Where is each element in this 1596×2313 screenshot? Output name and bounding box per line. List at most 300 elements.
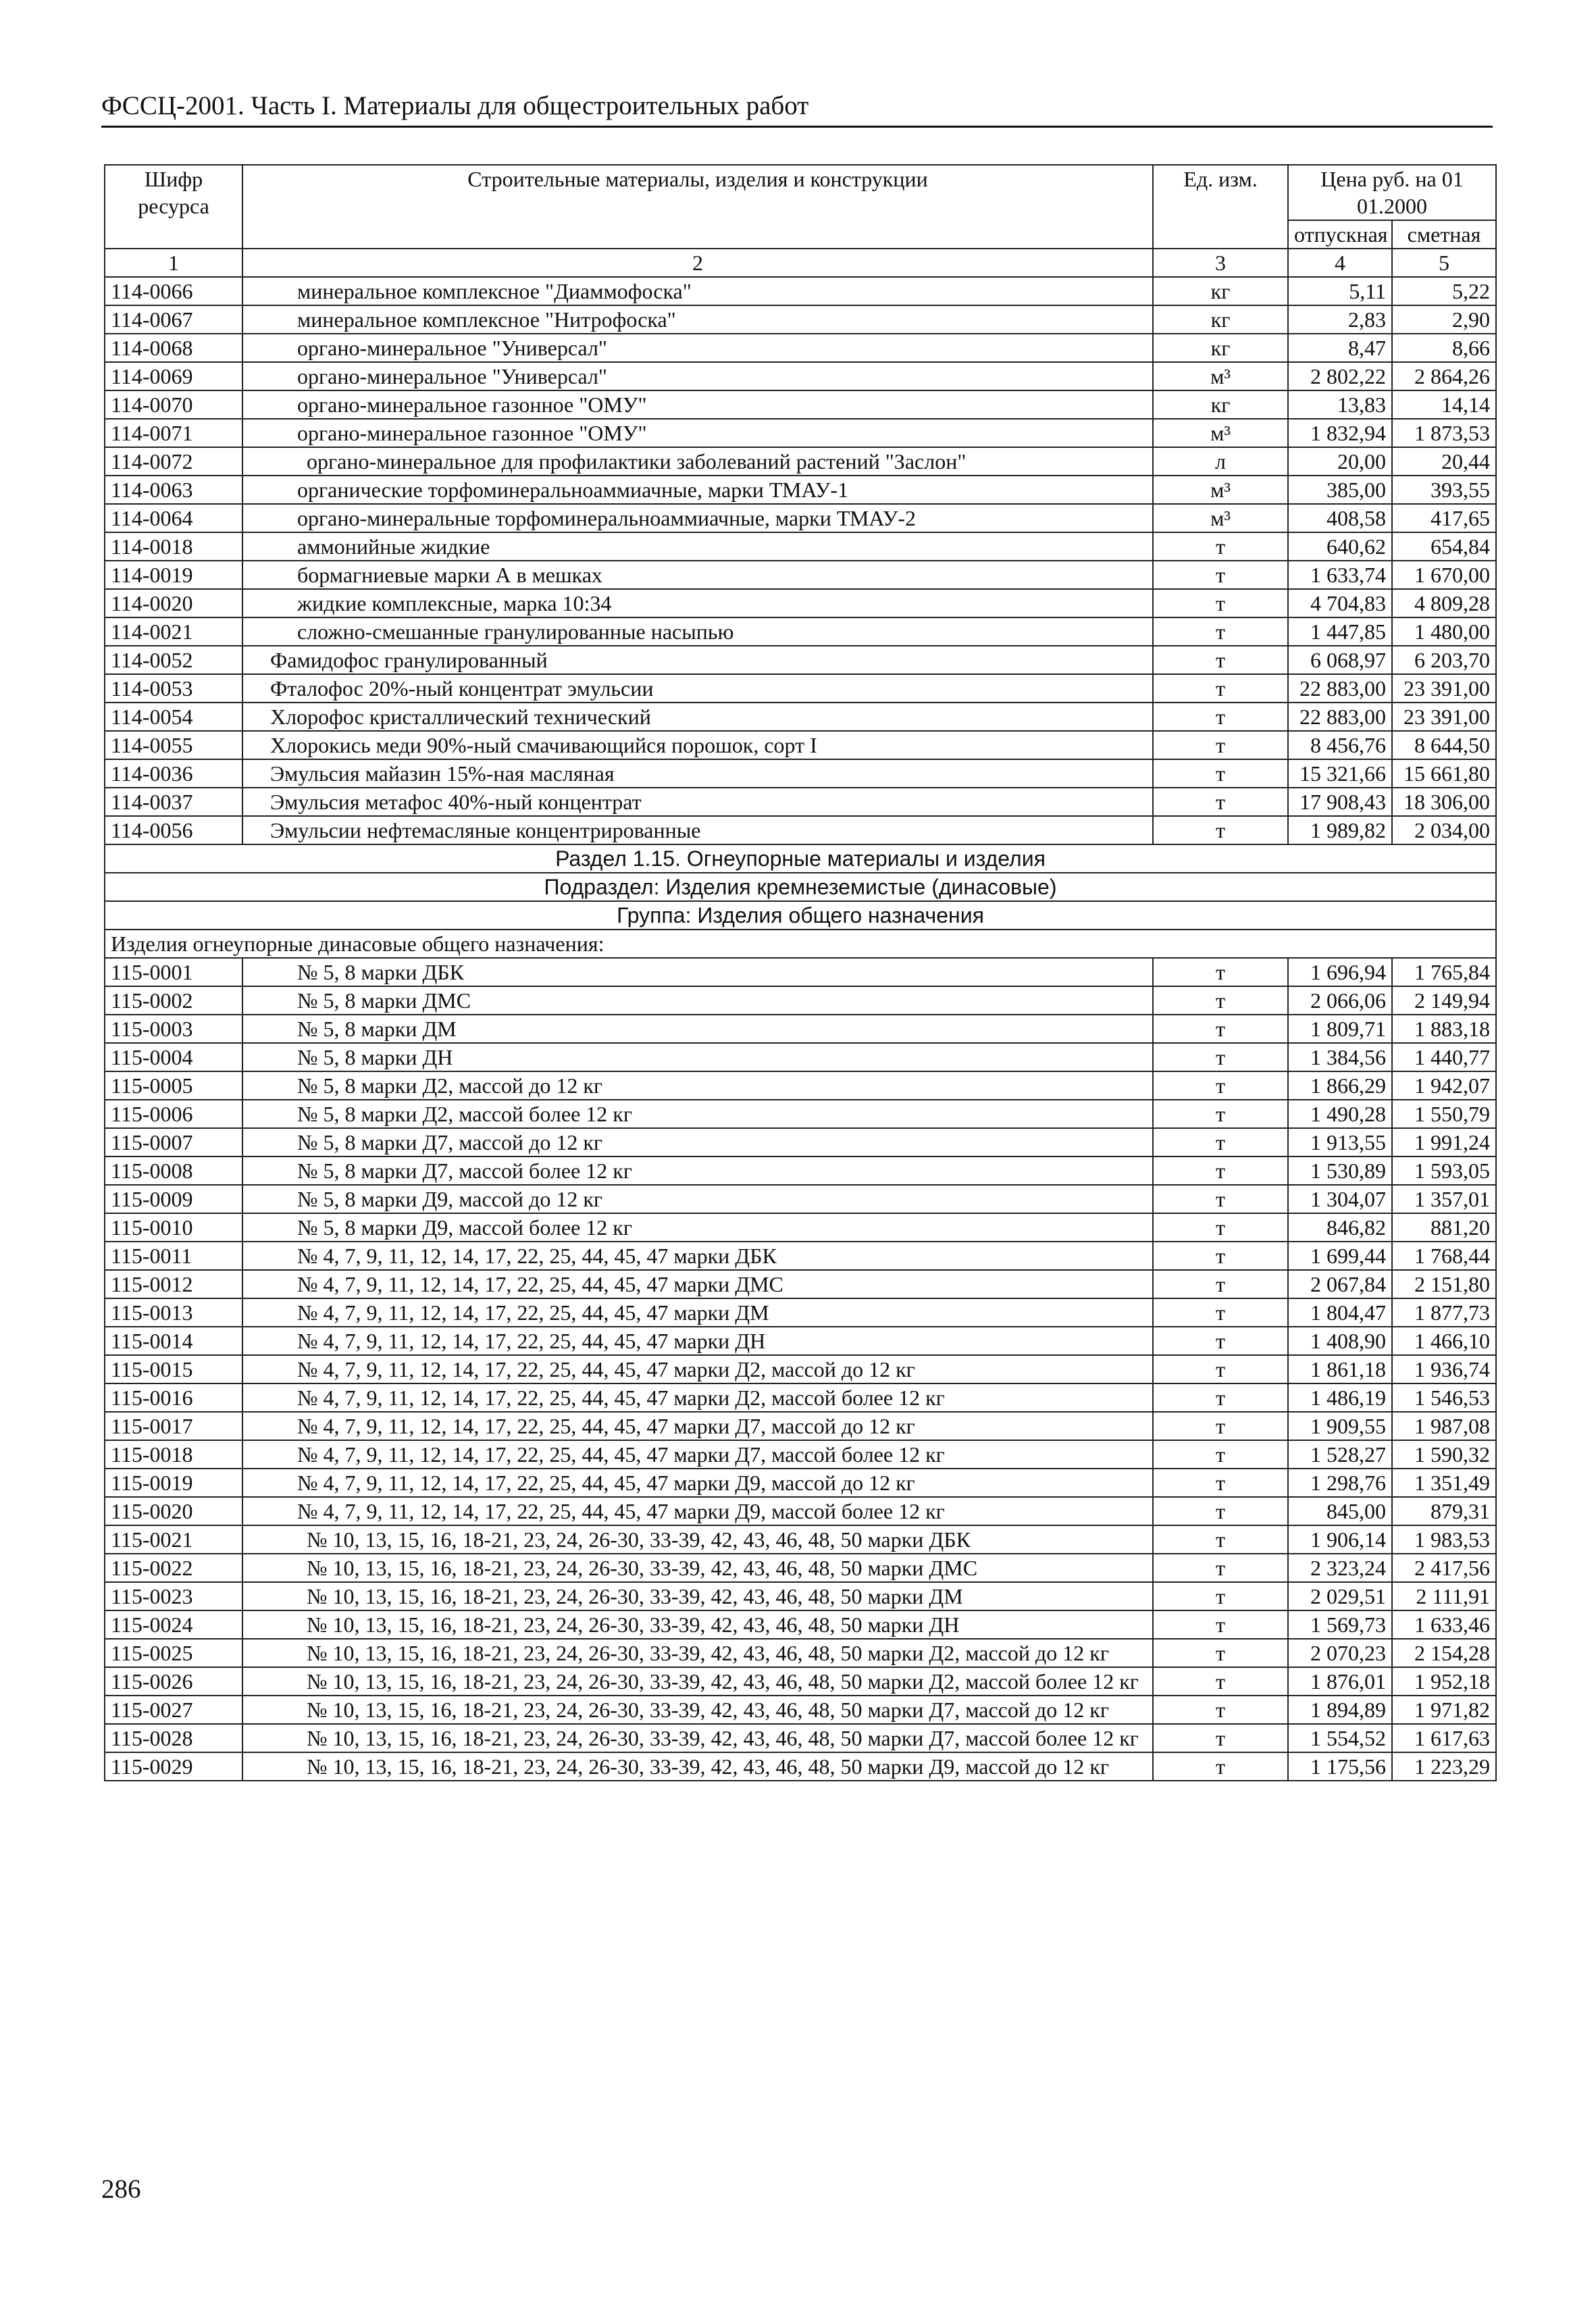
unit-cell: т	[1153, 1582, 1288, 1610]
resource-code: 114-0018	[105, 532, 242, 561]
table-row	[105, 788, 1496, 816]
table-row	[105, 1043, 1496, 1071]
unit-cell: т	[1153, 1440, 1288, 1469]
estimate-price: 1 883,18	[1392, 1015, 1496, 1043]
estimate-price: 879,31	[1392, 1497, 1496, 1525]
unit-cell: т	[1153, 1043, 1288, 1071]
material-name: Эмульсия метафос 40%-ный концентрат	[242, 788, 1153, 816]
material-name: органо-минеральное для профилактики заболеваний растений "Заслон"	[242, 447, 1153, 476]
table-row	[105, 1639, 1496, 1667]
unit-cell: т	[1153, 1270, 1288, 1298]
material-name: № 10, 13, 15, 16, 18-21, 23, 24, 26-30, 33-39, 42, 43, 46, 48, 50 марки Д2, массой более 12 кг	[242, 1667, 1153, 1696]
unit-cell: м³	[1153, 476, 1288, 504]
unit-cell: т	[1153, 1383, 1288, 1412]
col-header-code: Шифр ресурса	[105, 165, 242, 249]
wholesale-price: 1 909,55	[1288, 1412, 1392, 1440]
material-name: № 5, 8 марки Д9, массой более 12 кг	[242, 1213, 1153, 1242]
wholesale-price: 1 699,44	[1288, 1242, 1392, 1270]
material-name: № 10, 13, 15, 16, 18-21, 23, 24, 26-30, 33-39, 42, 43, 46, 48, 50 марки Д7, массой до 12 кг	[242, 1696, 1153, 1724]
estimate-price: 6 203,70	[1392, 646, 1496, 674]
wholesale-price: 1 304,07	[1288, 1185, 1392, 1213]
table-body-115	[105, 958, 1496, 1781]
resource-code: 114-0067	[105, 305, 242, 334]
resource-code: 115-0018	[105, 1440, 242, 1469]
wholesale-price: 1 861,18	[1288, 1355, 1392, 1383]
table-row	[105, 561, 1496, 589]
col-header-wholesale: отпускная	[1288, 220, 1392, 249]
material-name: № 10, 13, 15, 16, 18-21, 23, 24, 26-30, 33-39, 42, 43, 46, 48, 50 марки Д7, массой более 12 кг	[242, 1724, 1153, 1752]
estimate-price: 1 223,29	[1392, 1752, 1496, 1781]
estimate-price: 1 765,84	[1392, 958, 1496, 986]
page-number: 286	[101, 2175, 141, 2204]
estimate-price: 1 942,07	[1392, 1071, 1496, 1100]
table-row	[105, 1270, 1496, 1298]
col-header-estimate: сметная	[1392, 220, 1496, 249]
resource-code: 115-0007	[105, 1128, 242, 1156]
wholesale-price: 5,11	[1288, 277, 1392, 305]
material-name: минеральное комплексное "Диаммофоска"	[242, 277, 1153, 305]
table-row	[105, 1752, 1496, 1781]
resource-code: 115-0021	[105, 1525, 242, 1554]
unit-cell: т	[1153, 986, 1288, 1015]
wholesale-price: 1 894,89	[1288, 1696, 1392, 1724]
estimate-price: 417,65	[1392, 504, 1496, 532]
resource-code: 114-0064	[105, 504, 242, 532]
resource-code: 114-0053	[105, 674, 242, 703]
material-name: № 5, 8 марки ДМ	[242, 1015, 1153, 1043]
unit-cell: т	[1153, 1554, 1288, 1582]
estimate-price: 2 864,26	[1392, 362, 1496, 390]
wholesale-price: 1 804,47	[1288, 1298, 1392, 1327]
wholesale-price: 1 490,28	[1288, 1100, 1392, 1128]
unit-cell: т	[1153, 788, 1288, 816]
wholesale-price: 1 832,94	[1288, 419, 1392, 447]
wholesale-price: 22 883,00	[1288, 674, 1392, 703]
table-row	[105, 589, 1496, 617]
table-row	[105, 305, 1496, 334]
table-row	[105, 1298, 1496, 1327]
table-body-114	[105, 277, 1496, 844]
material-name: № 5, 8 марки ДМС	[242, 986, 1153, 1015]
unit-cell: т	[1153, 561, 1288, 589]
wholesale-price: 1 569,73	[1288, 1610, 1392, 1639]
price-table	[104, 164, 1497, 1781]
material-name: органо-минеральные торфоминеральноаммиачные, марки ТМАУ-2	[242, 504, 1153, 532]
resource-code: 115-0001	[105, 958, 242, 986]
table-row	[105, 731, 1496, 759]
table-row	[105, 759, 1496, 788]
material-name: № 10, 13, 15, 16, 18-21, 23, 24, 26-30, 33-39, 42, 43, 46, 48, 50 марки Д9, массой до 12 кг	[242, 1752, 1153, 1781]
wholesale-price: 640,62	[1288, 532, 1392, 561]
wholesale-price: 1 913,55	[1288, 1128, 1392, 1156]
wholesale-price: 1 408,90	[1288, 1327, 1392, 1355]
unit-cell: т	[1153, 731, 1288, 759]
unit-cell: т	[1153, 1128, 1288, 1156]
estimate-price: 1 550,79	[1392, 1100, 1496, 1128]
estimate-price: 20,44	[1392, 447, 1496, 476]
col-header-price: Цена руб. на 01 01.2000	[1288, 165, 1496, 220]
wholesale-price: 20,00	[1288, 447, 1392, 476]
subsection-title: Подраздел: Изделия кремнеземистые (динасовые)	[105, 873, 1496, 901]
unit-cell: т	[1153, 1298, 1288, 1327]
unit-cell: т	[1153, 1100, 1288, 1128]
estimate-price: 1 936,74	[1392, 1355, 1496, 1383]
unit-cell: т	[1153, 1242, 1288, 1270]
resource-code: 115-0009	[105, 1185, 242, 1213]
table-row	[105, 1525, 1496, 1554]
material-name: Эмульсия майазин 15%-ная масляная	[242, 759, 1153, 788]
resource-code: 115-0029	[105, 1752, 242, 1781]
table-row	[105, 1242, 1496, 1270]
unit-cell: т	[1153, 1156, 1288, 1185]
estimate-price: 23 391,00	[1392, 674, 1496, 703]
table-row	[105, 1128, 1496, 1156]
wholesale-price: 4 704,83	[1288, 589, 1392, 617]
table-row	[105, 958, 1496, 986]
resource-code: 115-0024	[105, 1610, 242, 1639]
table-row	[105, 476, 1496, 504]
estimate-price: 1 357,01	[1392, 1185, 1496, 1213]
estimate-price: 8,66	[1392, 334, 1496, 362]
group-title: Группа: Изделия общего назначения	[105, 901, 1496, 930]
resource-code: 114-0037	[105, 788, 242, 816]
table-row	[105, 277, 1496, 305]
material-name: № 4, 7, 9, 11, 12, 14, 17, 22, 25, 44, 45, 47 марки ДН	[242, 1327, 1153, 1355]
estimate-price: 2,90	[1392, 305, 1496, 334]
resource-code: 115-0011	[105, 1242, 242, 1270]
resource-code: 115-0015	[105, 1355, 242, 1383]
wholesale-price: 2 067,84	[1288, 1270, 1392, 1298]
material-name: сложно-смешанные гранулированные насыпью	[242, 617, 1153, 646]
wholesale-price: 2 070,23	[1288, 1639, 1392, 1667]
resource-code: 114-0066	[105, 277, 242, 305]
wholesale-price: 1 298,76	[1288, 1469, 1392, 1497]
material-name: № 10, 13, 15, 16, 18-21, 23, 24, 26-30, 33-39, 42, 43, 46, 48, 50 марки ДН	[242, 1610, 1153, 1639]
unit-cell: кг	[1153, 390, 1288, 419]
table-row	[105, 1610, 1496, 1639]
resource-code: 115-0006	[105, 1100, 242, 1128]
unit-cell: т	[1153, 1696, 1288, 1724]
unit-cell: т	[1153, 1639, 1288, 1667]
wholesale-price: 15 321,66	[1288, 759, 1392, 788]
material-name: бормагниевые марки А в мешках	[242, 561, 1153, 589]
material-name: Эмульсии нефтемасляные концентрированные	[242, 816, 1153, 844]
unit-cell: т	[1153, 1327, 1288, 1355]
resource-code: 114-0020	[105, 589, 242, 617]
estimate-price: 2 034,00	[1392, 816, 1496, 844]
unit-cell: кг	[1153, 334, 1288, 362]
unit-cell: т	[1153, 589, 1288, 617]
material-name: № 4, 7, 9, 11, 12, 14, 17, 22, 25, 44, 45, 47 марки Д7, массой более 12 кг	[242, 1440, 1153, 1469]
section-header	[105, 844, 1496, 958]
material-name: № 10, 13, 15, 16, 18-21, 23, 24, 26-30, 33-39, 42, 43, 46, 48, 50 марки ДМ	[242, 1582, 1153, 1610]
material-name: № 4, 7, 9, 11, 12, 14, 17, 22, 25, 44, 45, 47 марки Д2, массой до 12 кг	[242, 1355, 1153, 1383]
estimate-price: 881,20	[1392, 1213, 1496, 1242]
resource-code: 115-0027	[105, 1696, 242, 1724]
unit-cell: м³	[1153, 504, 1288, 532]
estimate-price: 1 670,00	[1392, 561, 1496, 589]
resource-code: 115-0017	[105, 1412, 242, 1440]
resource-code: 114-0054	[105, 703, 242, 731]
material-name: № 4, 7, 9, 11, 12, 14, 17, 22, 25, 44, 45, 47 марки ДМС	[242, 1270, 1153, 1298]
unit-cell: т	[1153, 1525, 1288, 1554]
estimate-price: 393,55	[1392, 476, 1496, 504]
resource-code: 115-0004	[105, 1043, 242, 1071]
wholesale-price: 2 066,06	[1288, 986, 1392, 1015]
wholesale-price: 22 883,00	[1288, 703, 1392, 731]
resource-code: 114-0070	[105, 390, 242, 419]
estimate-price: 1 877,73	[1392, 1298, 1496, 1327]
unit-cell: т	[1153, 958, 1288, 986]
wholesale-price: 17 908,43	[1288, 788, 1392, 816]
resource-code: 114-0071	[105, 419, 242, 447]
wholesale-price: 1 876,01	[1288, 1667, 1392, 1696]
estimate-price: 1 440,77	[1392, 1043, 1496, 1071]
table-row	[105, 419, 1496, 447]
unit-cell: т	[1153, 617, 1288, 646]
material-name: минеральное комплексное "Нитрофоска"	[242, 305, 1153, 334]
unit-cell: т	[1153, 1469, 1288, 1497]
estimate-price: 8 644,50	[1392, 731, 1496, 759]
wholesale-price: 1 486,19	[1288, 1383, 1392, 1412]
resource-code: 114-0019	[105, 561, 242, 589]
table-row	[105, 1667, 1496, 1696]
table-row	[105, 1185, 1496, 1213]
wholesale-price: 8 456,76	[1288, 731, 1392, 759]
table-row	[105, 1327, 1496, 1355]
resource-code: 114-0068	[105, 334, 242, 362]
wholesale-price: 1 384,56	[1288, 1043, 1392, 1071]
table-row	[105, 1071, 1496, 1100]
estimate-price: 15 661,80	[1392, 759, 1496, 788]
table-row	[105, 1156, 1496, 1185]
estimate-price: 23 391,00	[1392, 703, 1496, 731]
wholesale-price: 1 809,71	[1288, 1015, 1392, 1043]
material-name: органо-минеральное "Универсал"	[242, 334, 1153, 362]
table-row	[105, 674, 1496, 703]
resource-code: 115-0002	[105, 986, 242, 1015]
resource-code: 114-0021	[105, 617, 242, 646]
material-name: Фамидофос гранулированный	[242, 646, 1153, 674]
table-row	[105, 1015, 1496, 1043]
wholesale-price: 2,83	[1288, 305, 1392, 334]
material-name: № 4, 7, 9, 11, 12, 14, 17, 22, 25, 44, 45, 47 марки ДМ	[242, 1298, 1153, 1327]
wholesale-price: 1 528,27	[1288, 1440, 1392, 1469]
wholesale-price: 1 175,56	[1288, 1752, 1392, 1781]
table-row	[105, 532, 1496, 561]
material-name: Фталофос 20%-ный концентрат эмульсии	[242, 674, 1153, 703]
wholesale-price: 1 866,29	[1288, 1071, 1392, 1100]
table-row	[105, 816, 1496, 844]
wholesale-price: 408,58	[1288, 504, 1392, 532]
resource-code: 115-0020	[105, 1497, 242, 1525]
unit-cell: т	[1153, 532, 1288, 561]
estimate-price: 1 593,05	[1392, 1156, 1496, 1185]
wholesale-price: 846,82	[1288, 1213, 1392, 1242]
table-row	[105, 1213, 1496, 1242]
resource-code: 115-0013	[105, 1298, 242, 1327]
wholesale-price: 845,00	[1288, 1497, 1392, 1525]
estimate-price: 1 991,24	[1392, 1128, 1496, 1156]
estimate-price: 1 466,10	[1392, 1327, 1496, 1355]
resource-code: 115-0016	[105, 1383, 242, 1412]
wholesale-price: 8,47	[1288, 334, 1392, 362]
material-name: № 5, 8 марки ДН	[242, 1043, 1153, 1071]
table-row	[105, 1355, 1496, 1383]
table-row	[105, 504, 1496, 532]
estimate-price: 1 873,53	[1392, 419, 1496, 447]
material-name: органические торфоминеральноаммиачные, марки ТМАУ-1	[242, 476, 1153, 504]
resource-code: 115-0003	[105, 1015, 242, 1043]
resource-code: 115-0019	[105, 1469, 242, 1497]
unit-cell: т	[1153, 759, 1288, 788]
material-name: жидкие комплексные, марка 10:34	[242, 589, 1153, 617]
estimate-price: 1 480,00	[1392, 617, 1496, 646]
table-row	[105, 1440, 1496, 1469]
group-intro: Изделия огнеупорные динасовые общего назначения:	[105, 930, 1496, 958]
material-name: № 10, 13, 15, 16, 18-21, 23, 24, 26-30, 33-39, 42, 43, 46, 48, 50 марки ДБК	[242, 1525, 1153, 1554]
unit-cell: т	[1153, 1355, 1288, 1383]
wholesale-price: 1 696,94	[1288, 958, 1392, 986]
estimate-price: 2 111,91	[1392, 1582, 1496, 1610]
col-number: 1	[105, 249, 242, 277]
table-row	[105, 334, 1496, 362]
resource-code: 114-0036	[105, 759, 242, 788]
material-name: № 5, 8 марки Д9, массой до 12 кг	[242, 1185, 1153, 1213]
table-row	[105, 447, 1496, 476]
material-name: № 4, 7, 9, 11, 12, 14, 17, 22, 25, 44, 45, 47 марки Д7, массой до 12 кг	[242, 1412, 1153, 1440]
table-row	[105, 1554, 1496, 1582]
wholesale-price: 6 068,97	[1288, 646, 1392, 674]
estimate-price: 2 151,80	[1392, 1270, 1496, 1298]
wholesale-price: 1 530,89	[1288, 1156, 1392, 1185]
col-number: 2	[242, 249, 1153, 277]
estimate-price: 18 306,00	[1392, 788, 1496, 816]
resource-code: 115-0026	[105, 1667, 242, 1696]
unit-cell: т	[1153, 646, 1288, 674]
col-header-name: Строительные материалы, изделия и конструкции	[242, 165, 1153, 249]
unit-cell: т	[1153, 1213, 1288, 1242]
unit-cell: т	[1153, 674, 1288, 703]
unit-cell: м³	[1153, 362, 1288, 390]
material-name: № 4, 7, 9, 11, 12, 14, 17, 22, 25, 44, 45, 47 марки Д2, массой более 12 кг	[242, 1383, 1153, 1412]
unit-cell: т	[1153, 1724, 1288, 1752]
estimate-price: 1 546,53	[1392, 1383, 1496, 1412]
material-name: Хлорокись меди 90%-ный смачивающийся порошок, сорт I	[242, 731, 1153, 759]
material-name: № 4, 7, 9, 11, 12, 14, 17, 22, 25, 44, 45, 47 марки Д9, массой до 12 кг	[242, 1469, 1153, 1497]
estimate-price: 654,84	[1392, 532, 1496, 561]
estimate-price: 5,22	[1392, 277, 1496, 305]
unit-cell: т	[1153, 703, 1288, 731]
unit-cell: т	[1153, 1610, 1288, 1639]
resource-code: 115-0012	[105, 1270, 242, 1298]
wholesale-price: 13,83	[1288, 390, 1392, 419]
col-header-unit: Ед. изм.	[1153, 165, 1288, 249]
table-row	[105, 1412, 1496, 1440]
unit-cell: т	[1153, 1071, 1288, 1100]
table-row	[105, 646, 1496, 674]
estimate-price: 14,14	[1392, 390, 1496, 419]
unit-cell: т	[1153, 1015, 1288, 1043]
col-number: 5	[1392, 249, 1496, 277]
table-row	[105, 1383, 1496, 1412]
resource-code: 115-0025	[105, 1639, 242, 1667]
table-row	[105, 1696, 1496, 1724]
material-name: № 5, 8 марки Д7, массой до 12 кг	[242, 1128, 1153, 1156]
table-row	[105, 617, 1496, 646]
material-name: № 5, 8 марки Д7, массой более 12 кг	[242, 1156, 1153, 1185]
unit-cell: т	[1153, 816, 1288, 844]
wholesale-price: 1 906,14	[1288, 1525, 1392, 1554]
estimate-price: 1 971,82	[1392, 1696, 1496, 1724]
table-row	[105, 362, 1496, 390]
table-row	[105, 986, 1496, 1015]
resource-code: 114-0056	[105, 816, 242, 844]
resource-code: 115-0023	[105, 1582, 242, 1610]
estimate-price: 1 351,49	[1392, 1469, 1496, 1497]
estimate-price: 1 987,08	[1392, 1412, 1496, 1440]
table-row	[105, 1469, 1496, 1497]
resource-code: 114-0069	[105, 362, 242, 390]
resource-code: 115-0014	[105, 1327, 242, 1355]
material-name: Хлорофос кристаллический технический	[242, 703, 1153, 731]
unit-cell: л	[1153, 447, 1288, 476]
estimate-price: 1 590,32	[1392, 1440, 1496, 1469]
table-row	[105, 1497, 1496, 1525]
material-name: № 4, 7, 9, 11, 12, 14, 17, 22, 25, 44, 45, 47 марки ДБК	[242, 1242, 1153, 1270]
unit-cell: кг	[1153, 277, 1288, 305]
estimate-price: 1 633,46	[1392, 1610, 1496, 1639]
material-name: органо-минеральное "Универсал"	[242, 362, 1153, 390]
material-name: № 4, 7, 9, 11, 12, 14, 17, 22, 25, 44, 45, 47 марки Д9, массой более 12 кг	[242, 1497, 1153, 1525]
unit-cell: т	[1153, 1667, 1288, 1696]
wholesale-price: 1 989,82	[1288, 816, 1392, 844]
wholesale-price: 2 323,24	[1288, 1554, 1392, 1582]
material-name: № 10, 13, 15, 16, 18-21, 23, 24, 26-30, 33-39, 42, 43, 46, 48, 50 марки ДМС	[242, 1554, 1153, 1582]
wholesale-price: 2 802,22	[1288, 362, 1392, 390]
table-row	[105, 390, 1496, 419]
material-name: № 5, 8 марки Д2, массой более 12 кг	[242, 1100, 1153, 1128]
resource-code: 114-0052	[105, 646, 242, 674]
estimate-price: 4 809,28	[1392, 589, 1496, 617]
col-number: 3	[1153, 249, 1288, 277]
material-name: № 5, 8 марки ДБК	[242, 958, 1153, 986]
resource-code: 114-0072	[105, 447, 242, 476]
wholesale-price: 1 554,52	[1288, 1724, 1392, 1752]
section-title: Раздел 1.15. Огнеупорные материалы и изделия	[105, 844, 1496, 873]
col-number: 4	[1288, 249, 1392, 277]
estimate-price: 2 417,56	[1392, 1554, 1496, 1582]
estimate-price: 1 983,53	[1392, 1525, 1496, 1554]
resource-code: 115-0010	[105, 1213, 242, 1242]
table-row	[105, 703, 1496, 731]
estimate-price: 2 149,94	[1392, 986, 1496, 1015]
unit-cell: м³	[1153, 419, 1288, 447]
estimate-price: 1 952,18	[1392, 1667, 1496, 1696]
unit-cell: кг	[1153, 305, 1288, 334]
resource-code: 115-0005	[105, 1071, 242, 1100]
estimate-price: 1 617,63	[1392, 1724, 1496, 1752]
estimate-price: 2 154,28	[1392, 1639, 1496, 1667]
resource-code: 114-0055	[105, 731, 242, 759]
material-name: аммонийные жидкие	[242, 532, 1153, 561]
wholesale-price: 1 447,85	[1288, 617, 1392, 646]
resource-code: 115-0008	[105, 1156, 242, 1185]
table-row	[105, 1582, 1496, 1610]
wholesale-price: 385,00	[1288, 476, 1392, 504]
unit-cell: т	[1153, 1412, 1288, 1440]
material-name: № 5, 8 марки Д2, массой до 12 кг	[242, 1071, 1153, 1100]
